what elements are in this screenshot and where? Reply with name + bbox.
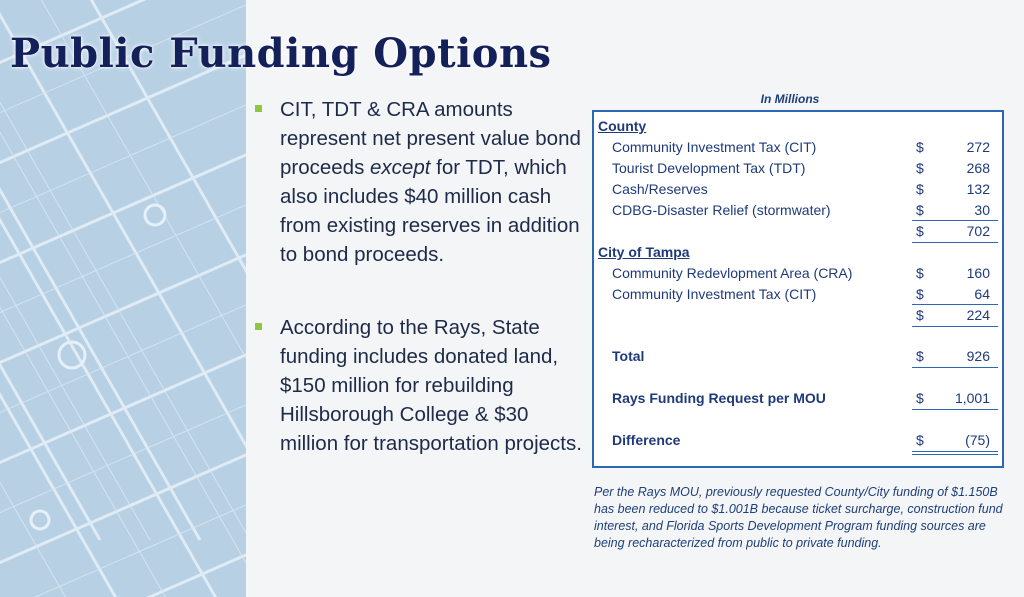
row-label: CDBG-Disaster Relief (stormwater): [612, 202, 831, 218]
row-label: Community Investment Tax (CIT): [612, 139, 817, 155]
total-underline: [912, 367, 998, 368]
city-section-header: [594, 242, 1002, 263]
row-amount: 64: [974, 286, 990, 302]
subtotal-amount: 224: [966, 307, 990, 323]
request-row: [594, 388, 1002, 409]
difference-row: [594, 430, 1002, 451]
currency-symbol: $: [916, 265, 924, 281]
bullet-text-before: CIT, TDT & CRA amounts represent net present value bond proceeds: [280, 98, 581, 179]
row-amount: 132: [966, 181, 990, 197]
difference-label: Difference: [612, 432, 681, 448]
table-row: [594, 158, 1002, 179]
section-header-label: County: [598, 118, 647, 134]
request-underline: [912, 409, 998, 410]
bullet-item: [252, 313, 582, 458]
city-subtotal-row: [594, 305, 1002, 326]
row-amount: 272: [966, 139, 990, 155]
square-bullet-icon: [255, 323, 262, 330]
request-amount: 1,001: [954, 390, 990, 406]
bullet-text: According to the Rays, State funding includes donated land, $150 million for rebuilding Hillsborough College & $30 million for transportation projects.: [280, 316, 582, 455]
currency-symbol: $: [916, 348, 924, 364]
county-subtotal-row: [594, 221, 1002, 242]
row-label: Community Redevlopment Area (CRA): [612, 265, 853, 281]
row-amount: 30: [974, 202, 990, 218]
slide-title: Public Funding Options: [10, 30, 552, 77]
currency-symbol: $: [916, 139, 924, 155]
table-row: [594, 137, 1002, 158]
row-label: Community Investment Tax (CIT): [612, 286, 817, 302]
difference-underline: [912, 451, 998, 452]
currency-symbol: $: [916, 432, 924, 448]
table-row: [594, 284, 1002, 305]
table-caption: In Millions: [760, 92, 820, 106]
currency-symbol: $: [916, 390, 924, 406]
row-label: Cash/Reserves: [612, 181, 708, 197]
currency-symbol: $: [916, 181, 924, 197]
request-label: Rays Funding Request per MOU: [612, 390, 826, 406]
street-map-background: [0, 0, 246, 597]
table-row: [594, 179, 1002, 200]
total-label: Total: [612, 348, 645, 364]
total-row: [594, 346, 1002, 367]
difference-double-underline: [912, 454, 998, 455]
row-amount: 160: [966, 265, 990, 281]
subtotal-underline: [912, 326, 998, 327]
bullet-list: [252, 95, 582, 458]
table-footnote: Per the Rays MOU, previously requested County/City funding of $1.150B has been reduced to $1.001B because ticket surcharge, construction fund interest, and Florida Sports Development Program funding sources are being recharacterized from public to private funding.: [594, 485, 1003, 550]
table-row: [594, 200, 1002, 221]
section-header-label: City of Tampa: [598, 244, 690, 260]
difference-amount: (75): [965, 432, 990, 448]
square-bullet-icon: [255, 105, 262, 112]
row-amount: 268: [966, 160, 990, 176]
row-label: Tourist Development Tax (TDT): [612, 160, 806, 176]
currency-symbol: $: [916, 202, 924, 218]
currency-symbol: $: [916, 223, 924, 239]
table-row: [594, 263, 1002, 284]
bullet-text-emphasis: except: [370, 156, 431, 179]
bullet-item: [252, 95, 582, 269]
subtotal-amount: 702: [966, 223, 990, 239]
currency-symbol: $: [916, 286, 924, 302]
street-map-graphic: [0, 0, 246, 597]
currency-symbol: $: [916, 160, 924, 176]
total-amount: 926: [966, 348, 990, 364]
funding-table: [592, 110, 1004, 468]
county-section-header: [594, 116, 1002, 137]
currency-symbol: $: [916, 307, 924, 323]
bullet-text-after: for TDT, which also includes $40 million cash from existing reserves in addition to bond proceeds.: [280, 156, 580, 266]
